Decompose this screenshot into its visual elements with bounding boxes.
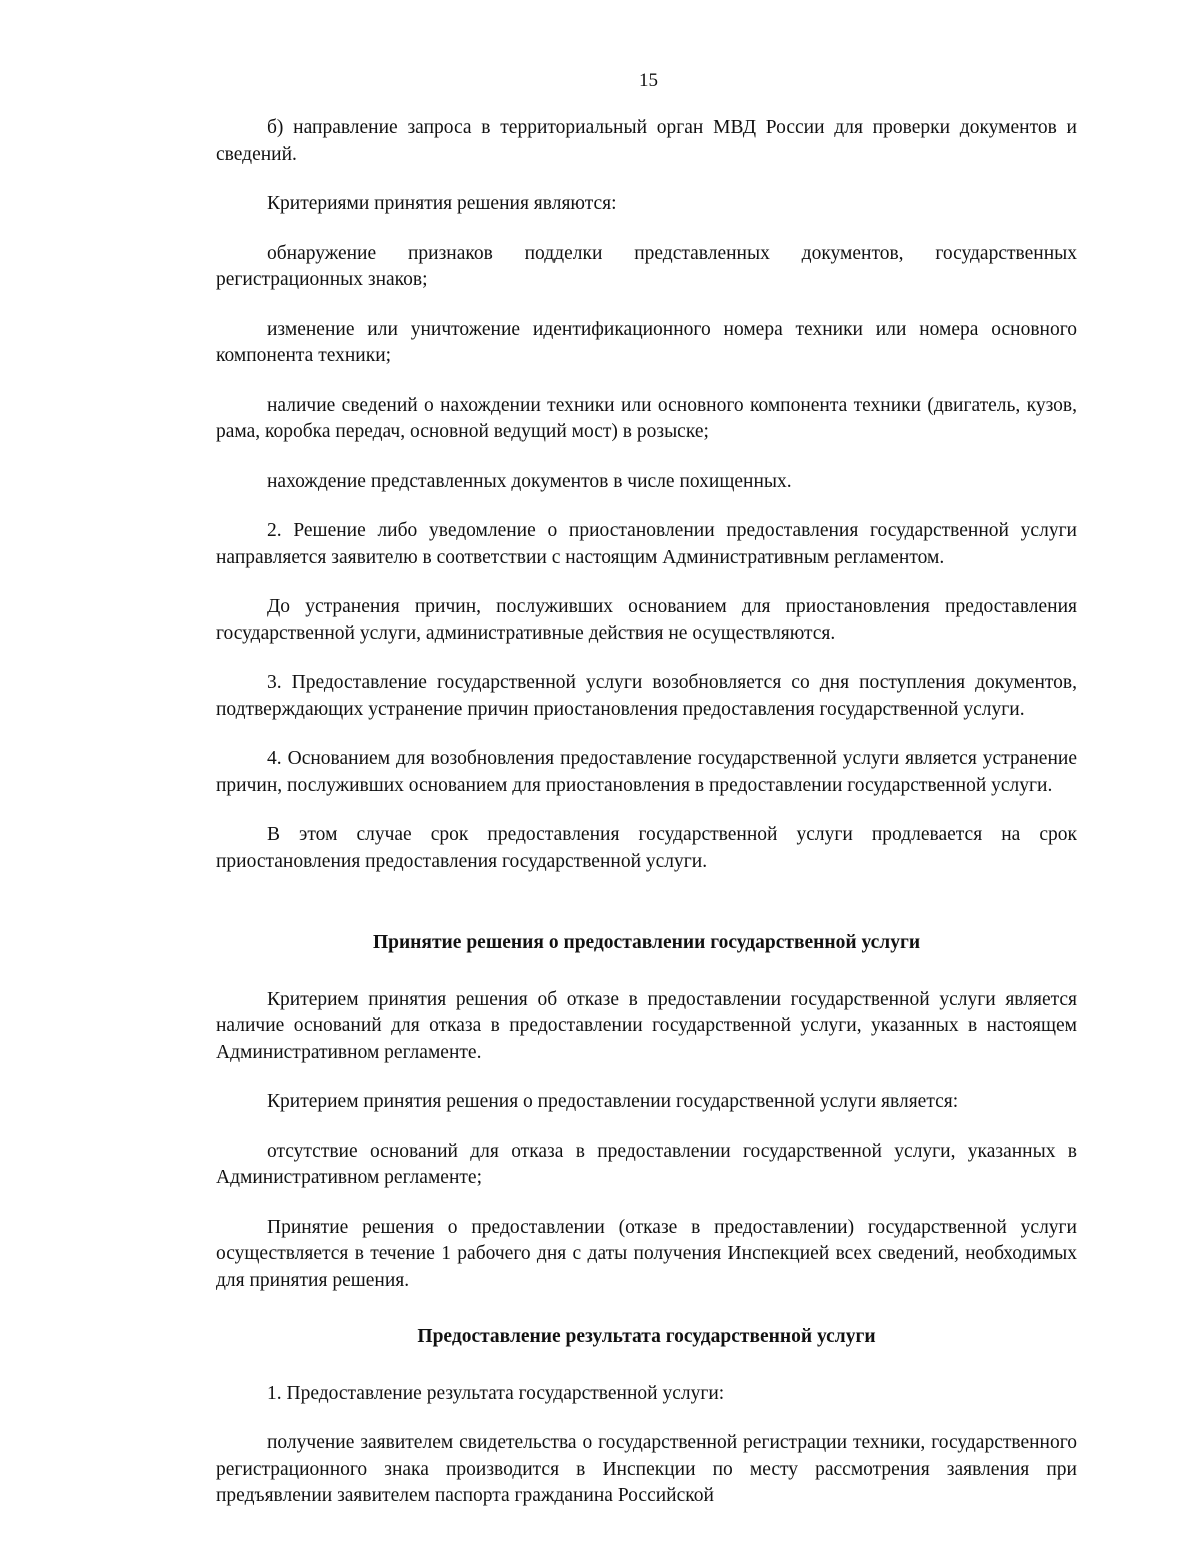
- paragraph: Критерием принятия решения о предоставлении государственной услуги является:: [267, 1091, 959, 1112]
- section-heading: Принятие решения о предоставлении государственной услуги: [372, 932, 921, 953]
- paragraph: Принятие решения о предоставлении (отказе в предоставлении) государственной услуги осуществляется в течение 1 рабочего дня с даты получения Инспекцией всех сведений, необходимых для принятия решения.: [216, 1216, 1077, 1291]
- paragraph: 1. Предоставление результата государственной услуги:: [267, 1382, 725, 1404]
- paragraph: Критериями принятия решения являются:: [267, 193, 617, 214]
- paragraph: нахождение представленных документов в числе похищенных.: [267, 470, 792, 492]
- paragraph: В этом случае срок предоставления государственной услуги продлевается на срок приостановления предоставления государственной услуги.: [216, 824, 1077, 872]
- paragraph: 2. Решение либо уведомление о приостановлении предоставления государственной услуги направляется заявителю в соответствии с настоящим Административным регламентом.: [216, 520, 1077, 568]
- paragraph: 3. Предоставление государственной услуги возобновляется со дня поступления документов, подтверждающих устранение причин приостановления предоставления государственной услуги.: [216, 672, 1077, 720]
- section-heading: Предоставление результата государственной услуги: [417, 1326, 876, 1347]
- paragraph: отсутствие оснований для отказа в предоставлении государственной услуги, указанных в Административном регламенте;: [216, 1140, 1077, 1188]
- paragraph: б) направление запроса в территориальный орган МВД России для проверки документов и сведений.: [216, 117, 1077, 165]
- paragraph: обнаружение признаков подделки представленных документов, государственных регистрационных знаков;: [216, 242, 1077, 290]
- document-body: [216, 115, 1077, 1533]
- paragraph: До устранения причин, послуживших основанием для приостановления предоставления государственной услуги, административные действия не осуществляются.: [216, 596, 1077, 644]
- paragraph: Критерием принятия решения об отказе в предоставлении государственной услуги является наличие оснований для отказа в предоставлении государственной услуги, указанных в настоящем Административном регламенте.: [216, 988, 1077, 1063]
- paragraph: наличие сведений о нахождении техники или основного компонента техники (двигатель, кузов, рама, коробка передач, основной ведущий мост) в розыске;: [216, 394, 1077, 442]
- page-number: 15: [639, 70, 658, 91]
- paragraph: получение заявителем свидетельства о государственной регистрации техники, государственного регистрационного знака производится в Инспекции по месту рассмотрения заявления при предъявлении заявителем паспорта гражданина Российской: [216, 1432, 1077, 1506]
- paragraph: 4. Основанием для возобновления предоставление государственной услуги является устранение причин, послуживших основанием для приостановления в предоставлении государственной услуги.: [216, 748, 1077, 796]
- paragraph: изменение или уничтожение идентификационного номера техники или номера основного компонента техники;: [216, 318, 1077, 366]
